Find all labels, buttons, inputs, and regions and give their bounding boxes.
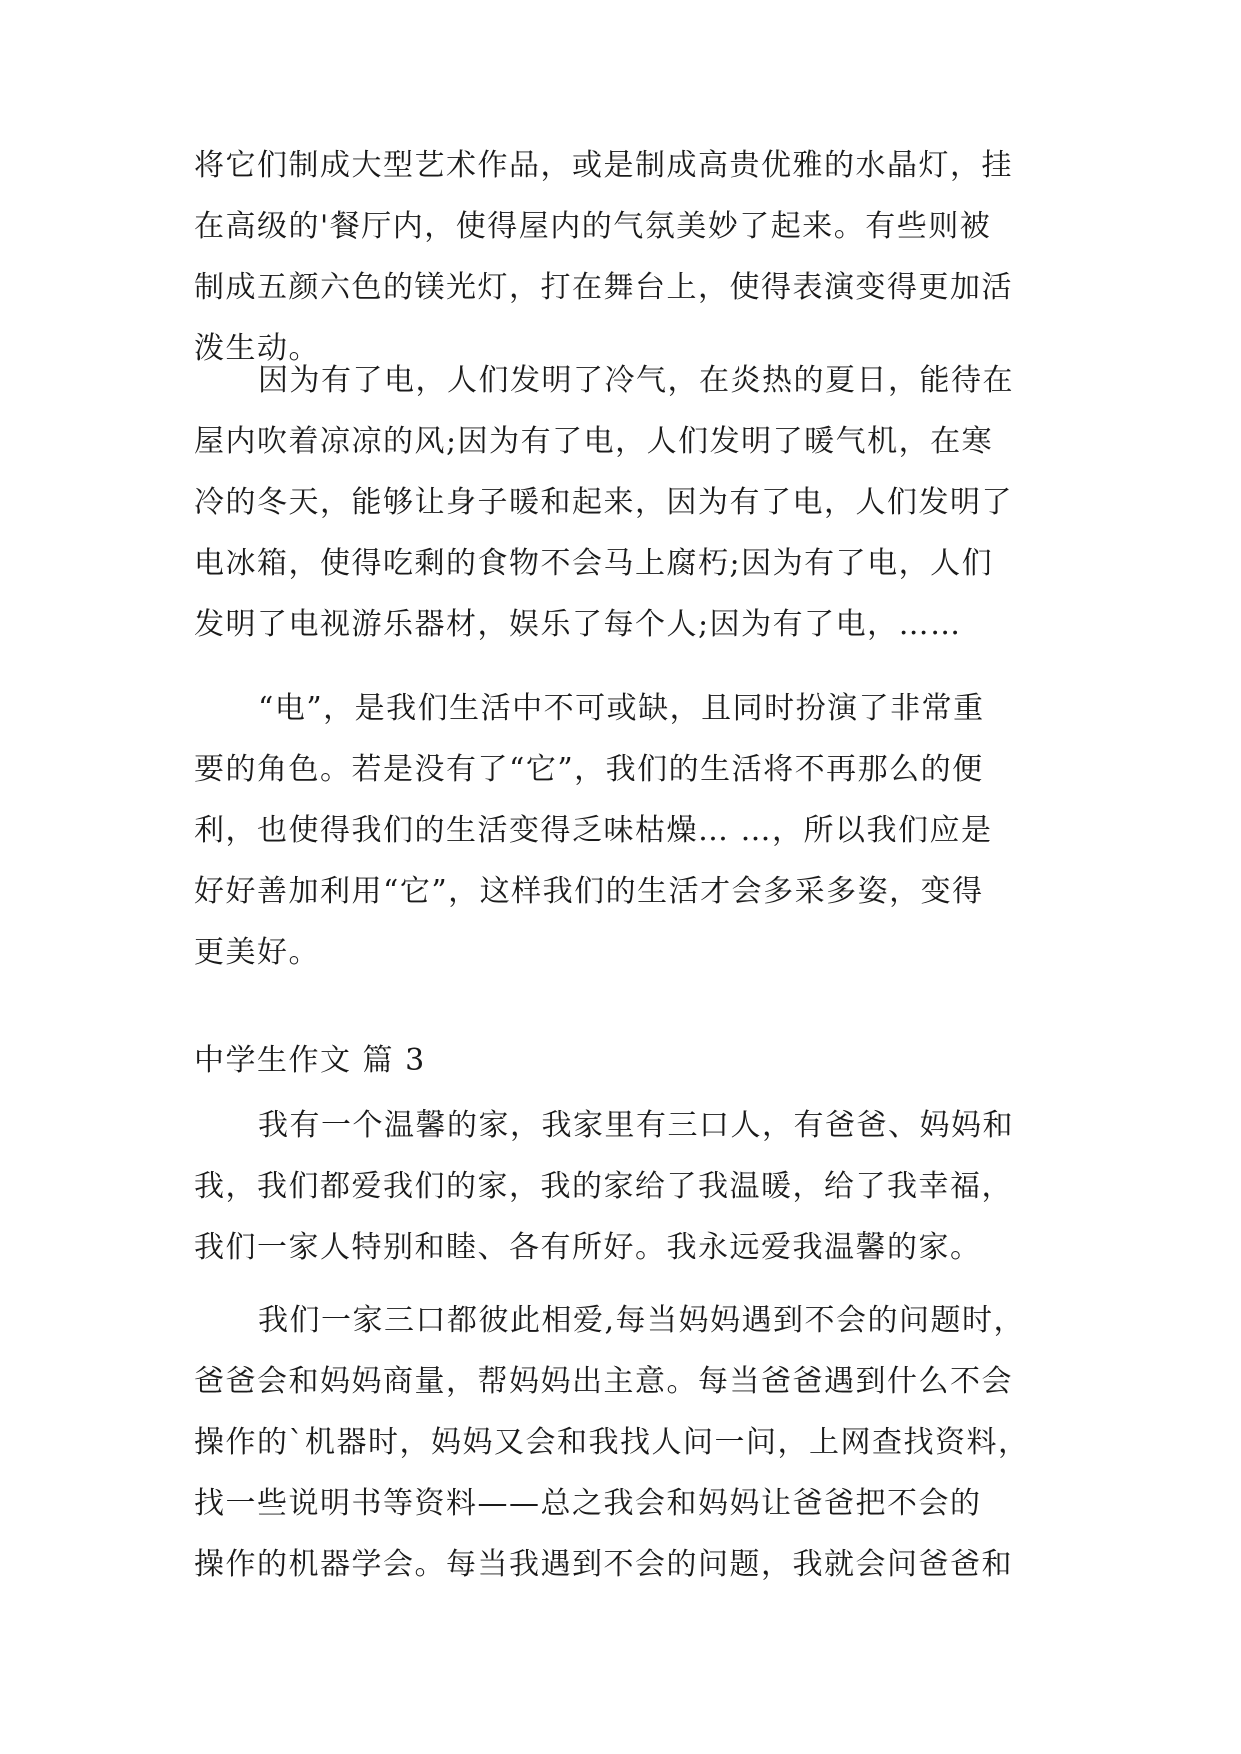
text-line: 冷的冬天，能够让身子暖和起来，因为有了电，人们发明了 [194, 485, 1013, 520]
text-line: 发明了电视游乐器材，娱乐了每个人;因为有了电，…… [194, 607, 962, 642]
text-line: 我们一家人特别和睦、各有所好。我永远爱我温馨的家。 [194, 1230, 982, 1265]
paragraph-crystal-lights [194, 135, 1054, 379]
text-line: 因为有了电，人们发明了冷气，在炎热的夏日，能待在 [258, 363, 1014, 398]
text-line: 更美好。 [194, 935, 320, 970]
text-line: 找一些说明书等资料——总之我会和妈妈让爸爸把不会的 [194, 1486, 982, 1521]
text-line: 在高级的'餐厅内，使得屋内的气氛美妙了起来。有些则被 [194, 209, 992, 244]
text-line: 要的角色。若是没有了“它”，我们的生活将不再那么的便 [194, 752, 984, 787]
text-line: 操作的机器学会。每当我遇到不会的问题，我就会问爸爸和 [194, 1547, 1013, 1582]
paragraph-warm-home [194, 1095, 1054, 1278]
text-line: 好好善加利用“它”，这样我们的生活才会多采多姿，变得 [194, 874, 984, 909]
text-line: 电冰箱，使得吃剩的食物不会马上腐朽;因为有了电，人们 [194, 546, 994, 581]
text-line: 泼生动。 [194, 331, 320, 366]
text-line: 操作的`机器时，妈妈又会和我找人问一问，上网查找资料， [194, 1425, 1030, 1460]
text-line: 将它们制成大型艺术作品，或是制成高贵优雅的水晶灯，挂 [194, 148, 1013, 183]
text-line: 利，也使得我们的生活变得乏味枯燥… …，所以我们应是 [194, 813, 993, 848]
paragraph-family-love [194, 1290, 1054, 1595]
text-line: “电”，是我们生活中不可或缺，且同时扮演了非常重 [258, 691, 985, 726]
text-line: 爸爸会和妈妈商量，帮妈妈出主意。每当爸爸遇到什么不会 [194, 1364, 1013, 1399]
text-line: 我，我们都爱我们的家，我的家给了我温暖，给了我幸福， [194, 1169, 1013, 1204]
text-line: 屋内吹着凉凉的风;因为有了电，人们发明了暖气机，在寒 [194, 424, 994, 459]
paragraph-because-of-electricity [194, 350, 1054, 655]
text-line: 我有一个温馨的家，我家里有三口人，有爸爸、妈妈和 [258, 1108, 1014, 1143]
paragraph-electricity-role [194, 678, 1054, 983]
section-heading: 中学生作文 篇 3 [194, 1043, 426, 1078]
text-line: 制成五颜六色的镁光灯，打在舞台上，使得表演变得更加活 [194, 270, 1013, 305]
text-line: 我们一家三口都彼此相爱,每当妈妈遇到不会的问题时， [258, 1303, 1026, 1338]
